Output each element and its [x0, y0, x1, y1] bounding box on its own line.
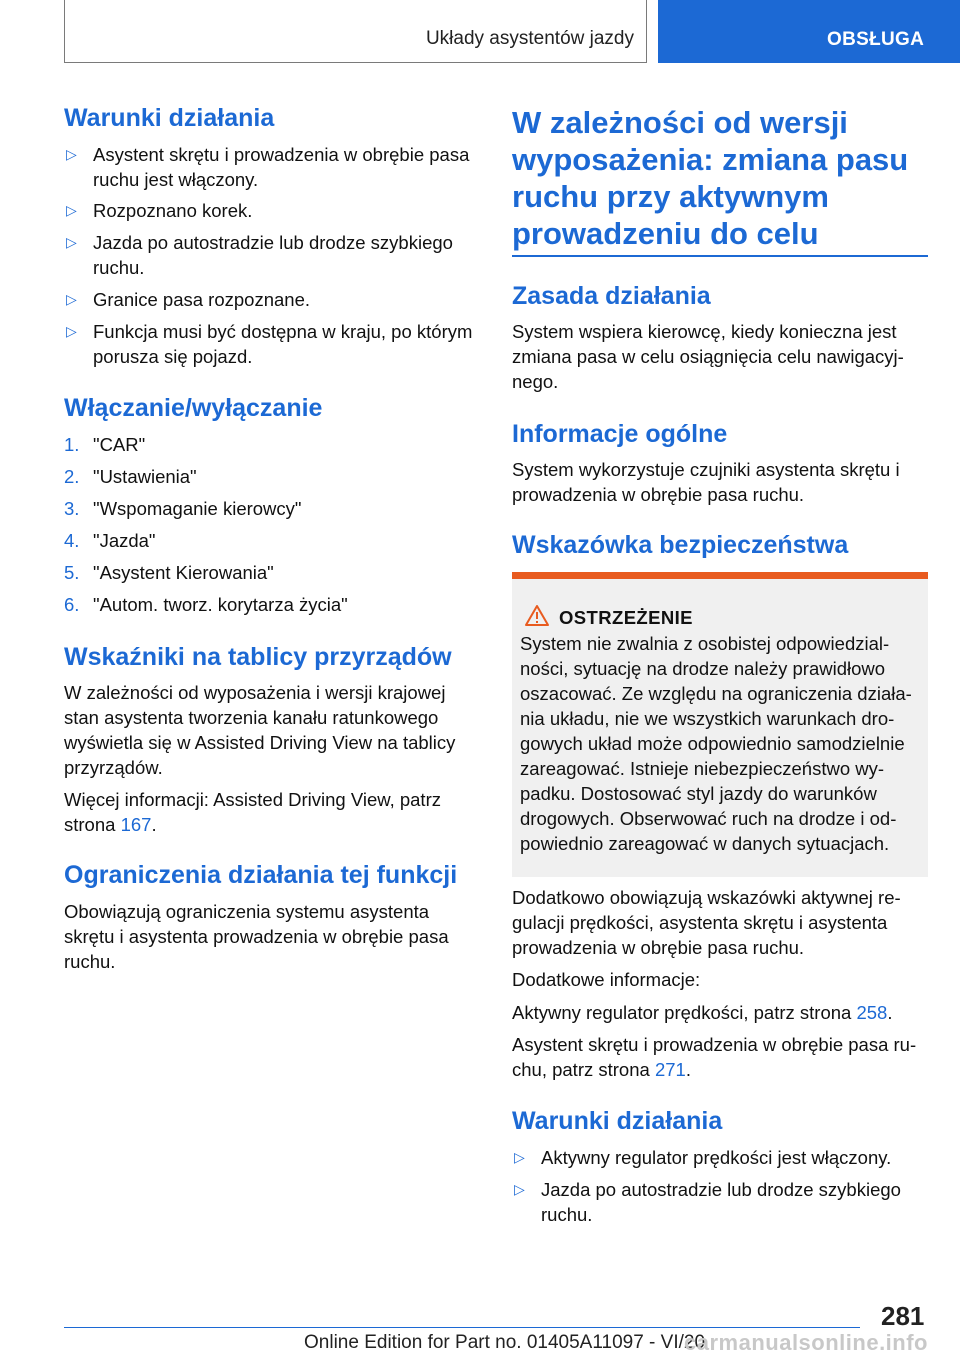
lane-assistant-reference — [512, 1032, 928, 1082]
warning-bar — [512, 572, 928, 579]
general-heading: Informacje ogólne — [512, 420, 728, 448]
list-item — [64, 198, 484, 223]
step-text: "Wspomaganie kierowcy" — [93, 498, 302, 519]
list-item-text: Jazda po autostradzie lub drodze szybkiego ruchu. — [541, 1179, 901, 1225]
indicators-paragraph: W zależności od wyposażenia i wersji krajowej stan asystenta tworzenia kanału ratunkowego wyświetla się w Assisted Driving View na tablicy przyrządów. — [64, 682, 456, 778]
step-item — [64, 528, 156, 553]
additional-info-label: Dodatkowe informacje: — [512, 969, 701, 990]
general-paragraph: System wykorzystuje czujniki asystenta skrętu i prowadzenia w obrębie pasa ruchu. — [512, 459, 900, 505]
warning-text: System nie zwalnia z osobistej odpowiedzialności, sytuację na drodze należy prawidłowo oszacować. Ze względu na ograniczenia działania układu, nie we wszystkich warunkach drogowych układ może odpowiednio samodzielnie zareagować. Istnieje niebezpieczeństwo wypadku. Dostosować styl jazdy do warunków drogowych. Obserwować ruch na drodze i odpowiednio zareagować w danych sytuacjach. — [520, 633, 912, 854]
list-item — [64, 230, 484, 280]
step-number: 1. — [64, 434, 80, 455]
reference-text: Asystent skrętu i prowadzenia w obrębie pasa ruchu, patrz strona — [512, 1034, 917, 1080]
step-item — [64, 560, 274, 585]
conditions2-heading: Warunki działania — [512, 1107, 723, 1135]
edition-text: Online Edition for Part no. 01405A11097 - VI/20 — [304, 1332, 706, 1353]
list-item-text: Rozpoznano korek. — [93, 200, 253, 221]
triangle-bullet-icon: ▷ — [66, 146, 77, 162]
section-title: Układy asystentów jazdy — [425, 28, 634, 49]
step-number: 6. — [64, 594, 80, 615]
step-number: 3. — [64, 498, 80, 519]
list-item — [64, 142, 484, 192]
step-item — [64, 464, 197, 489]
warning-box — [512, 579, 928, 877]
list-item-text: Aktywny regulator prędkości jest włączony. — [541, 1147, 892, 1168]
list-item-text: Granice pasa rozpoznane. — [93, 289, 310, 310]
warning-triangle-icon — [524, 603, 550, 629]
step-number: 4. — [64, 530, 80, 551]
principle-paragraph: System wspiera kierowcę, kiedy konieczna jest zmiana pasa w celu osiągnięcia celu nawigacyjnego. — [512, 321, 904, 392]
step-item — [64, 592, 348, 617]
list-item — [512, 1145, 928, 1170]
additional-paragraph: Dodatkowo obowiązują wskazówki aktywnej regulacji prędkości, asystenta skrętu i asystenta prowadzenia w obrębie pasa ruchu. — [512, 887, 901, 958]
speed-regulator-reference — [512, 1000, 928, 1025]
triangle-bullet-icon: ▷ — [66, 234, 77, 250]
triangle-bullet-icon: ▷ — [66, 323, 77, 339]
reference-suffix: . — [151, 814, 157, 835]
reference-suffix: . — [887, 1002, 893, 1023]
triangle-bullet-icon: ▷ — [514, 1181, 525, 1197]
page-link-258[interactable]: 258 — [856, 1002, 888, 1023]
step-text: "Autom. tworz. korytarza życia" — [93, 594, 348, 615]
triangle-bullet-icon: ▷ — [66, 202, 77, 218]
step-text: "Jazda" — [93, 530, 156, 551]
reference-text: Aktywny regulator prędkości, patrz strona — [512, 1002, 857, 1023]
indicators-heading: Wskaźniki na tablicy przyrządów — [64, 643, 452, 671]
warning-title: OSTRZEŻENIE — [559, 607, 693, 628]
list-item-text: Jazda po autostradzie lub drodze szybkiego ruchu. — [93, 232, 453, 278]
limits-paragraph: Obowiązują ograniczenia systemu asystenta skrętu i asystenta prowadzenia w obrębie pasa ruchu. — [64, 901, 449, 972]
step-number: 2. — [64, 466, 80, 487]
footer-rule — [64, 1327, 860, 1328]
list-item-text: Funkcja musi być dostępna w kraju, po którym porusza się pojazd. — [93, 321, 473, 367]
step-item — [64, 432, 145, 457]
indicators-reference — [64, 787, 476, 837]
chapter-tab — [658, 0, 960, 63]
header-section-box — [64, 0, 647, 63]
list-item-text: Asystent skrętu i prowadzenia w obrębie pasa ruchu jest włączony. — [93, 144, 470, 190]
page-link-167[interactable]: 167 — [120, 814, 152, 835]
safety-heading: Wskazówka bezpieczeństwa — [512, 531, 849, 559]
step-text: "CAR" — [93, 434, 146, 455]
step-text: "Asystent Kierowania" — [93, 562, 274, 583]
watermark: carmanualsonline.info — [684, 1330, 928, 1355]
list-item — [64, 287, 484, 312]
triangle-bullet-icon: ▷ — [514, 1149, 525, 1165]
step-number: 5. — [64, 562, 80, 583]
step-item — [64, 496, 302, 521]
list-item — [64, 319, 484, 369]
principle-heading: Zasada działania — [512, 282, 711, 310]
chapter-label: OBSŁUGA — [827, 29, 925, 50]
step-text: "Ustawienia" — [93, 466, 197, 487]
reference-suffix: . — [685, 1059, 691, 1080]
main-heading: W zależności od wersji wyposażenia: zmiana pasu ruchu przy aktywnym prowadzeniu do celu — [512, 105, 909, 251]
page-link-271[interactable]: 271 — [654, 1059, 686, 1080]
heading-rule — [512, 255, 928, 257]
limits-heading: Ograniczenia działania tej funkcji — [64, 861, 458, 889]
switching-heading: Włączanie/wyłączanie — [64, 394, 323, 422]
conditions-heading: Warunki działania — [64, 104, 275, 132]
page-number: 281 — [881, 1301, 925, 1331]
list-item — [512, 1177, 928, 1227]
reference-text: Więcej informacji: Assisted Driving View, patrz strona — [64, 789, 441, 835]
triangle-bullet-icon: ▷ — [66, 291, 77, 307]
